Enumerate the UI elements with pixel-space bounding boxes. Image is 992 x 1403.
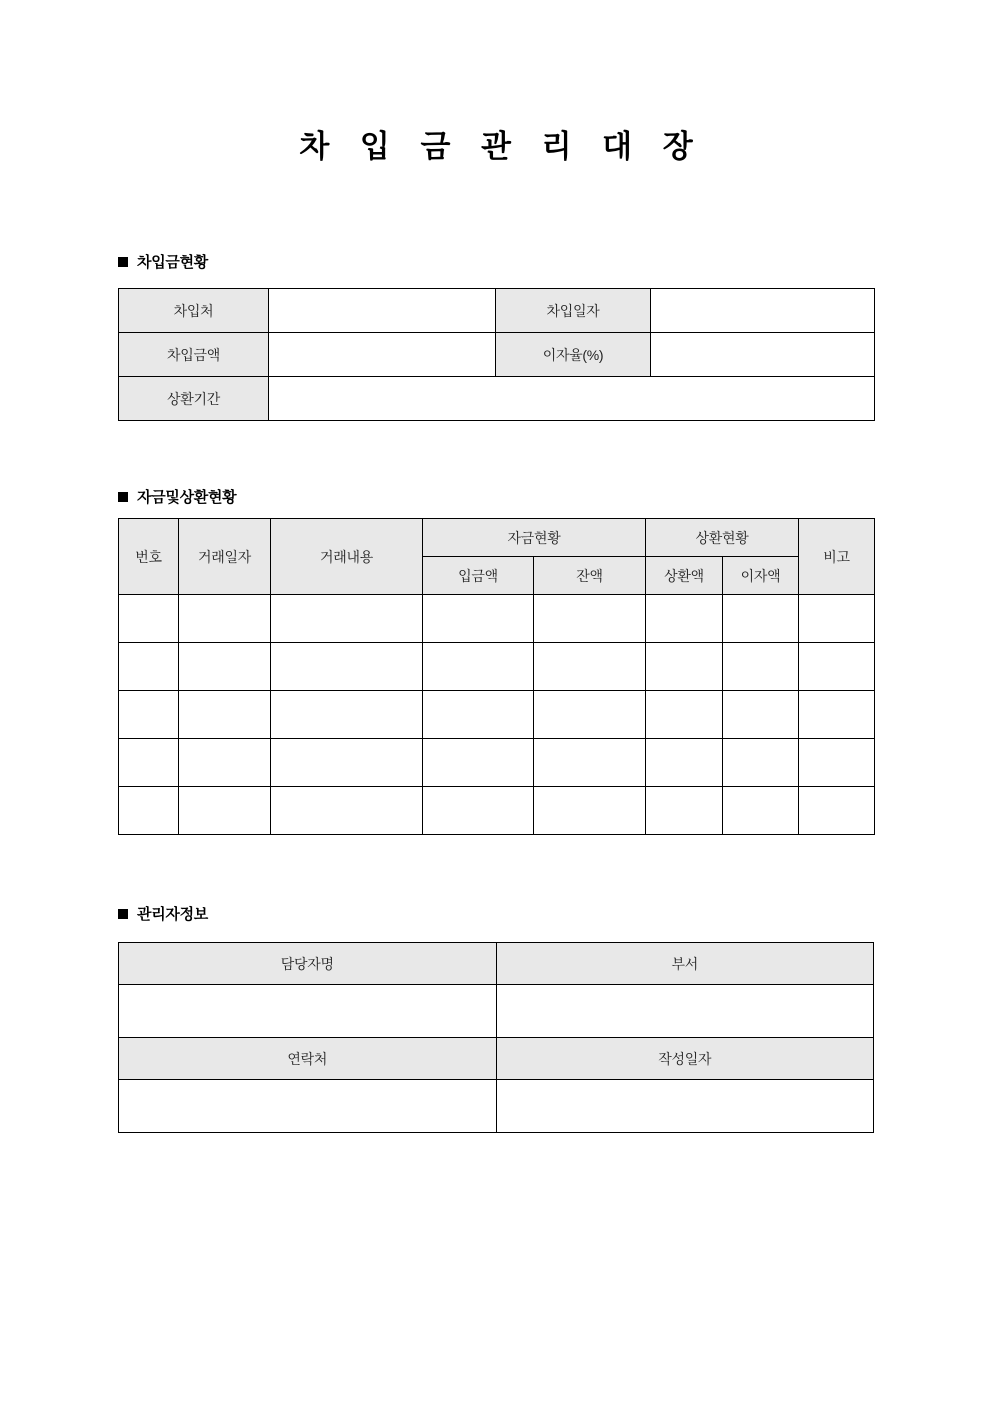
cell-note[interactable] xyxy=(799,739,875,787)
section-heading-funding-repayment xyxy=(118,486,236,507)
square-bullet-icon xyxy=(118,909,128,919)
cell-repayment-amount[interactable] xyxy=(646,787,723,835)
cell-balance[interactable] xyxy=(534,595,646,643)
cell-balance[interactable] xyxy=(534,691,646,739)
cell-transaction-desc[interactable] xyxy=(271,691,423,739)
field-value-loan-date[interactable] xyxy=(651,289,875,333)
table-row xyxy=(119,739,875,787)
cell-no[interactable] xyxy=(119,739,179,787)
cell-transaction-date[interactable] xyxy=(179,691,271,739)
section-heading-label: 차입금현황 xyxy=(137,254,208,271)
table-header-row-group xyxy=(119,519,875,557)
field-label-loan-amount: 차입금액 xyxy=(119,333,269,377)
field-label-loan-date: 차입일자 xyxy=(496,289,651,333)
table-row xyxy=(119,1080,874,1133)
table-row xyxy=(119,333,875,377)
cell-transaction-desc[interactable] xyxy=(271,739,423,787)
field-value-contact[interactable] xyxy=(119,1080,497,1133)
table-row xyxy=(119,595,875,643)
cell-deposit[interactable] xyxy=(423,787,534,835)
field-value-loan-amount[interactable] xyxy=(269,333,496,377)
cell-no[interactable] xyxy=(119,691,179,739)
cell-interest-amount[interactable] xyxy=(723,643,799,691)
cell-no[interactable] xyxy=(119,595,179,643)
field-label-borrower: 차입처 xyxy=(119,289,269,333)
cell-transaction-date[interactable] xyxy=(179,787,271,835)
column-header-balance: 잔액 xyxy=(534,557,646,595)
table-row xyxy=(119,787,875,835)
column-group-header-repayment: 상환현황 xyxy=(646,519,799,557)
cell-balance[interactable] xyxy=(534,787,646,835)
field-label-repayment-period: 상환기간 xyxy=(119,377,269,421)
cell-deposit[interactable] xyxy=(423,595,534,643)
column-header-transaction-date: 거래일자 xyxy=(179,519,271,595)
cell-deposit[interactable] xyxy=(423,643,534,691)
page-title: 차 입 금 관 리 대 장 xyxy=(299,129,704,164)
cell-note[interactable] xyxy=(799,787,875,835)
manager-info-table xyxy=(118,942,874,1133)
cell-interest-amount[interactable] xyxy=(723,739,799,787)
column-group-header-funding: 자금현황 xyxy=(423,519,646,557)
section-heading-label: 관리자정보 xyxy=(137,906,208,923)
cell-note[interactable] xyxy=(799,595,875,643)
cell-deposit[interactable] xyxy=(423,739,534,787)
cell-interest-amount[interactable] xyxy=(723,595,799,643)
field-value-borrower[interactable] xyxy=(269,289,496,333)
cell-balance[interactable] xyxy=(534,739,646,787)
cell-repayment-amount[interactable] xyxy=(646,643,723,691)
cell-interest-amount[interactable] xyxy=(723,691,799,739)
cell-repayment-amount[interactable] xyxy=(646,595,723,643)
table-row xyxy=(119,643,875,691)
section-heading-label: 자금및상환현황 xyxy=(137,489,237,506)
cell-repayment-amount[interactable] xyxy=(646,739,723,787)
table-row xyxy=(119,985,874,1038)
column-header-deposit: 입금액 xyxy=(423,557,534,595)
column-header-repayment-amount: 상환액 xyxy=(646,557,723,595)
section-heading-manager-info xyxy=(118,903,208,924)
cell-repayment-amount[interactable] xyxy=(646,691,723,739)
table-row xyxy=(119,289,875,333)
field-value-repayment-period[interactable] xyxy=(269,377,875,421)
cell-transaction-date[interactable] xyxy=(179,643,271,691)
section-heading-loan-status xyxy=(118,251,208,272)
column-header-no: 번호 xyxy=(119,519,179,595)
field-label-department: 부서 xyxy=(496,943,874,985)
cell-no[interactable] xyxy=(119,787,179,835)
cell-transaction-date[interactable] xyxy=(179,595,271,643)
field-value-manager-name[interactable] xyxy=(119,985,497,1038)
field-label-manager-name: 담당자명 xyxy=(119,943,497,985)
table-header-row xyxy=(119,1038,874,1080)
loan-status-table xyxy=(118,288,875,421)
column-header-note: 비고 xyxy=(799,519,875,595)
field-label-interest-rate: 이자율(%) xyxy=(496,333,651,377)
column-header-transaction-desc: 거래내용 xyxy=(271,519,423,595)
cell-transaction-desc[interactable] xyxy=(271,595,423,643)
field-value-written-date[interactable] xyxy=(496,1080,874,1133)
cell-no[interactable] xyxy=(119,643,179,691)
square-bullet-icon xyxy=(118,492,128,502)
column-header-interest-amount: 이자액 xyxy=(723,557,799,595)
funding-repayment-table xyxy=(118,518,875,835)
table-row xyxy=(119,691,875,739)
field-label-contact: 연락처 xyxy=(119,1038,497,1080)
cell-transaction-desc[interactable] xyxy=(271,787,423,835)
field-value-interest-rate[interactable] xyxy=(651,333,875,377)
cell-transaction-date[interactable] xyxy=(179,739,271,787)
cell-deposit[interactable] xyxy=(423,691,534,739)
table-header-row xyxy=(119,943,874,985)
cell-interest-amount[interactable] xyxy=(723,787,799,835)
table-row xyxy=(119,377,875,421)
field-value-department[interactable] xyxy=(496,985,874,1038)
cell-transaction-desc[interactable] xyxy=(271,643,423,691)
cell-note[interactable] xyxy=(799,691,875,739)
cell-balance[interactable] xyxy=(534,643,646,691)
field-label-written-date: 작성일자 xyxy=(496,1038,874,1080)
cell-note[interactable] xyxy=(799,643,875,691)
square-bullet-icon xyxy=(118,257,128,267)
